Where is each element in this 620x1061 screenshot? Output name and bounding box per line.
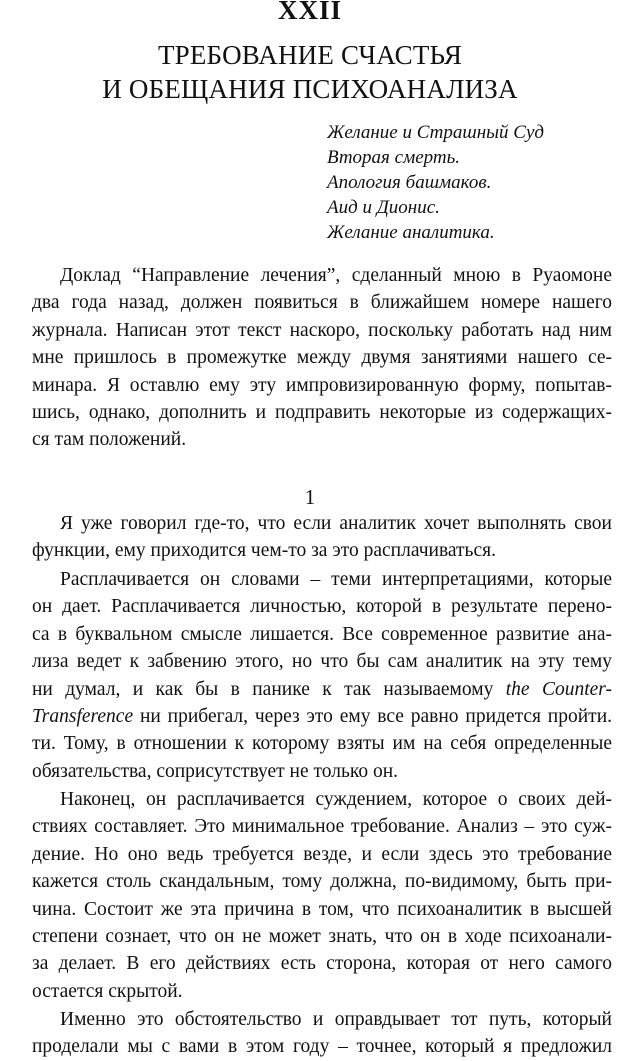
text-line: ся там положений.	[32, 429, 187, 451]
text-line: лиза ведет к забвению этого, но что бы сам аналитик на эту тему	[32, 651, 612, 673]
text-line: Наконец, он расплачивается суждением, которое о своих дей-	[60, 789, 612, 810]
text-line: чина. Состоит же эта причина в том, что психоаналитик в высшей	[32, 898, 612, 920]
text-line: степени сознает, что он не может знать, что он в ходе психоанали-	[32, 925, 612, 947]
epigraph	[327, 120, 607, 245]
chapter-title-line-1: ТРЕБОВАНИЕ СЧАСТЬЯ	[157, 40, 463, 70]
text-segment: ни думал, и как бы в панике к так называемому	[32, 678, 494, 700]
text-line-mixed	[32, 703, 612, 730]
paragraph-1	[32, 510, 612, 565]
epigraph-line: Аид и Дионис.	[327, 197, 440, 218]
text-line: дение. Но оно ведь требуется везде, и если здесь это требование	[32, 843, 612, 865]
epigraph-line: Желание аналитика.	[327, 222, 495, 243]
text-line: ствиях составляет. Это минимальное требование. Анализ – это суж-	[32, 816, 612, 838]
text-line: шись, однако, дополнить и подправить некоторые из содержащих-	[32, 401, 612, 423]
text-line: кажется столь скандальным, тому должна, по-видимому, быть при-	[32, 871, 612, 893]
text-segment: ни прибегал, через это ему все равно придется пройти.	[139, 705, 613, 727]
text-line: Доклад “Направление лечения”, сделанный мною в Руаомоне	[60, 265, 612, 286]
text-line: за делает. В его действиях есть сторона, которая от него самого	[32, 953, 612, 975]
intro-paragraph	[32, 262, 612, 454]
text-line: мне пришлось в промежутке между двумя занятиями нашего се-	[32, 347, 612, 369]
paragraph-2	[32, 566, 612, 785]
text-line: обязательства, соприсутствует не только он.	[32, 760, 399, 782]
text-line: Именно это обстоятельство и оправдывает тот путь, который	[60, 1009, 612, 1030]
text-line: ти. Тому, в отношении к которому взяты им на себя определенные	[32, 733, 612, 755]
text-line: Расплачивается он словами – теми интерпретациями, которые	[60, 569, 612, 590]
epigraph-line: Апология башмаков.	[327, 172, 492, 193]
chapter-number: XXII	[277, 0, 342, 25]
italic-term: the Counter-	[505, 678, 613, 700]
text-line: он дает. Расплачивается личностью, которой в результате перено-	[32, 596, 612, 618]
text-line: минара. Я оставлю ему эту импровизированную форму, попытав-	[32, 374, 612, 396]
text-line: остается скрытой.	[32, 980, 183, 1002]
italic-term: Transference	[32, 705, 134, 727]
text-line: два года назад, должен появиться в ближайшем номере нашего	[32, 292, 612, 314]
chapter-title-line-2: И ОБЕЩАНИЯ ПСИХОАНАЛИЗА	[102, 74, 518, 104]
epigraph-line: Желание и Страшный Суд	[327, 122, 544, 143]
text-line: проделали мы с вами в этом году – точнее, который я предложил	[32, 1036, 612, 1058]
text-line: са в буквальном смысле лишается. Все современное развитие ана-	[32, 623, 612, 645]
paragraph-3	[32, 786, 612, 1005]
text-line-mixed	[32, 676, 612, 703]
text-line: функции, ему приходится чем-то за это расплачиваться.	[32, 540, 496, 562]
text-line: журнала. Написан этот текст наскоро, поскольку работать над ним	[32, 319, 612, 341]
section-number: 1	[304, 485, 316, 509]
text-line: Я уже говорил где-то, что если аналитик хочет выполнять свои	[60, 513, 612, 534]
epigraph-line: Вторая смерть.	[327, 147, 460, 168]
chapter-title	[0, 38, 620, 106]
